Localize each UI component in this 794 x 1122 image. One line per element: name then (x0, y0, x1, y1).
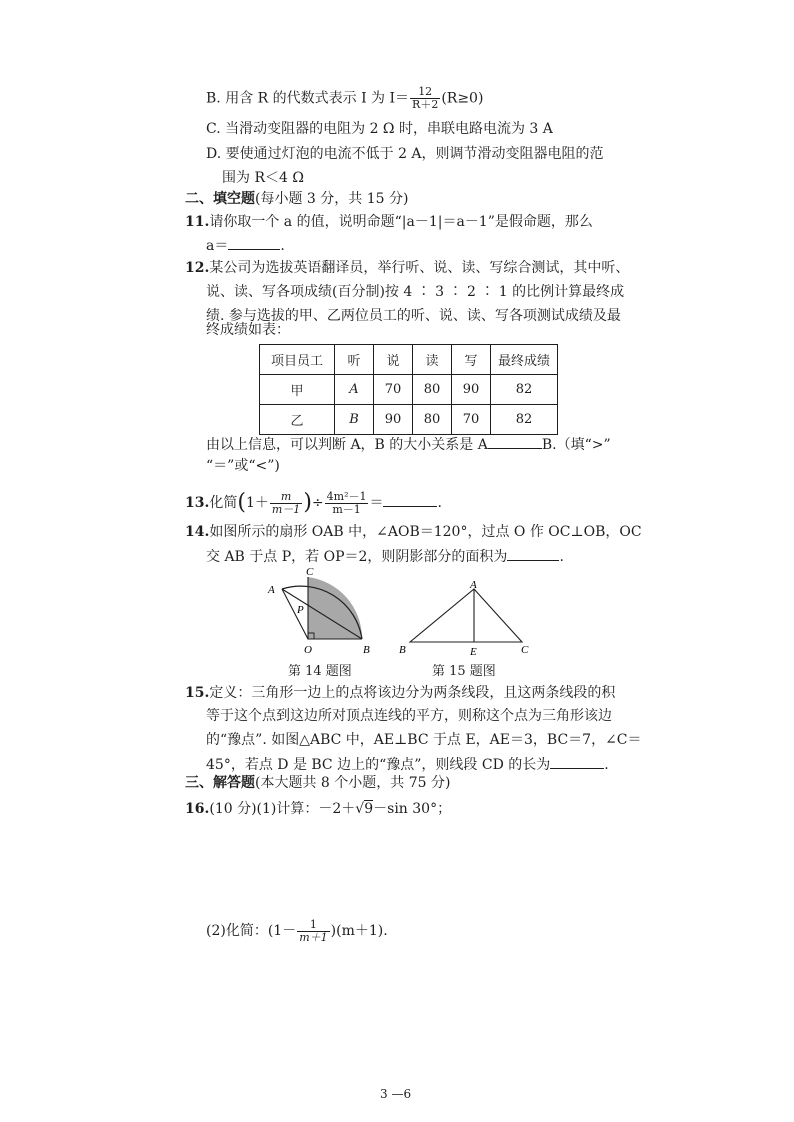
table-header-row (260, 345, 558, 375)
question-14-line2: 交 AB 于点 P，若 OP＝2，则阴影部分的面积为 . (206, 546, 564, 567)
fraction: $\frac{m}{m-1}$ (271, 489, 301, 516)
table-header-cell: 听 (335, 345, 374, 375)
point-label: B (399, 644, 406, 656)
answer-blank (550, 754, 604, 769)
question-12-line2: 说、读、写各项成绩(百分制)按 4 ∶ 3 ∶ 2 ∶ 1 的比例计算最终成 (206, 284, 625, 300)
point-label: B (363, 644, 370, 656)
question-13: 13.化简(1＋ $\frac{m}{m-1}$ )÷ $\frac{\text{4m²－1}}{m-1}$ ＝ . (185, 489, 442, 516)
fraction: $\frac{12}{R+2}$ (412, 85, 439, 111)
option-b: B. 用含 R 的代数式表示 I 为 I＝ $\frac{12}{R+2}$ (R≥0) (206, 85, 484, 111)
table-cell: 甲 (260, 375, 335, 405)
table-row (260, 405, 558, 435)
table-cell: B (335, 405, 374, 435)
table-cell: 80 (413, 375, 452, 405)
table-header-cell: 项目员工 (260, 345, 335, 375)
point-label: C (521, 644, 529, 656)
answer-blank (507, 546, 559, 561)
answer-blank (488, 434, 542, 449)
question-15-line2: 等于这个点到这边所对顶点连线的平方，则称这个点为三角形该边 (206, 708, 612, 724)
shaded-region (308, 577, 362, 639)
point-label: A (268, 584, 275, 596)
score-table (259, 344, 558, 435)
table-cell: 90 (452, 375, 491, 405)
question-14-line1: 14.如图所示的扇形 OAB 中，∠AOB＝120°，过点 O 作 OC⊥OB，OC (185, 524, 642, 540)
fraction: $\frac{\text{4m²－1}}{m-1}$ (326, 489, 367, 516)
question-12-line3: 绩. 参与选拔的甲、乙两位员工的听、说、读、写各项测试成绩及最 (206, 308, 621, 324)
point-label: P (297, 604, 304, 616)
figure-14-caption: 第 14 题图 (288, 664, 352, 679)
table-header-cell: 最终成绩 (491, 345, 558, 375)
point-label: C (306, 566, 314, 578)
table-row (260, 375, 558, 405)
question-15-line1: 15.定义：三角形一边上的点将该边分为两条线段，且这两条线段的积 (185, 685, 616, 701)
question-12-line4: 终成绩如表： (206, 322, 290, 338)
figure-15-caption: 第 15 题图 (432, 664, 496, 679)
question-15-line3: 的“豫点”. 如图△ABC 中，AE⊥BC 于点 E，AE＝3，BC＝7，∠C＝ (206, 732, 642, 748)
table-cell: 82 (491, 375, 558, 405)
table-cell: 70 (452, 405, 491, 435)
table-header-cell: 写 (452, 345, 491, 375)
question-15-line4: 45°，若点 D 是 BC 边上的“豫点”，则线段 CD 的长为 . (206, 754, 609, 775)
answer-blank (383, 492, 437, 507)
figure-15-triangle (396, 578, 536, 658)
question-12-after1: 由以上信息，可以判断 A，B 的大小关系是 A B.（填“>” (206, 434, 611, 455)
option-c: C. 当滑动变阻器的电阻为 2 Ω 时，串联电路电流为 3 A (206, 121, 553, 137)
option-d-line1: D. 要使通过灯泡的电流不低于 2 A，则调节滑动变阻器电阻的范 (206, 146, 604, 162)
question-12-line1: 12.某公司为选拔英语翻译员，举行听、说、读、写综合测试，其中听、 (185, 260, 630, 276)
table-cell: 70 (374, 375, 413, 405)
question-11-line1: 11.请你取一个 a 的值，说明命题“|a－1|＝a－1”是假命题，那么 (185, 214, 593, 230)
page-number: 3 —6 (380, 1087, 412, 1101)
question-11-line2: a＝ . (206, 235, 285, 256)
question-12-after2: “＝”或“<”) (206, 458, 280, 474)
option-d-line2: 围为 R＜4 Ω (222, 170, 304, 186)
point-label: A (470, 579, 477, 591)
table-cell: 80 (413, 405, 452, 435)
question-16-part1: 16.(10 分)(1)计算：－2＋√9－sin 30°； (185, 801, 452, 817)
section-2-heading: 二、填空题(每小题 3 分，共 15 分) (185, 191, 409, 207)
fraction: $\frac{1}{m+1}$ (299, 917, 328, 944)
sqrt-symbol: √ (355, 801, 365, 817)
table-cell: A (335, 375, 374, 405)
table-cell: 90 (374, 405, 413, 435)
table-header-cell: 读 (413, 345, 452, 375)
point-label: E (470, 646, 477, 658)
table-header-cell: 说 (374, 345, 413, 375)
answer-blank (228, 235, 280, 250)
section-3-heading: 三、解答题(本大题共 8 个小题，共 75 分) (185, 775, 451, 791)
table-cell: 82 (491, 405, 558, 435)
question-16-part2: (2)化简：(1－ $\frac{1}{m+1}$ )(m＋1). (206, 917, 388, 944)
figure-14-sector (262, 564, 387, 660)
point-label: O (304, 644, 312, 656)
table-cell: 乙 (260, 405, 335, 435)
